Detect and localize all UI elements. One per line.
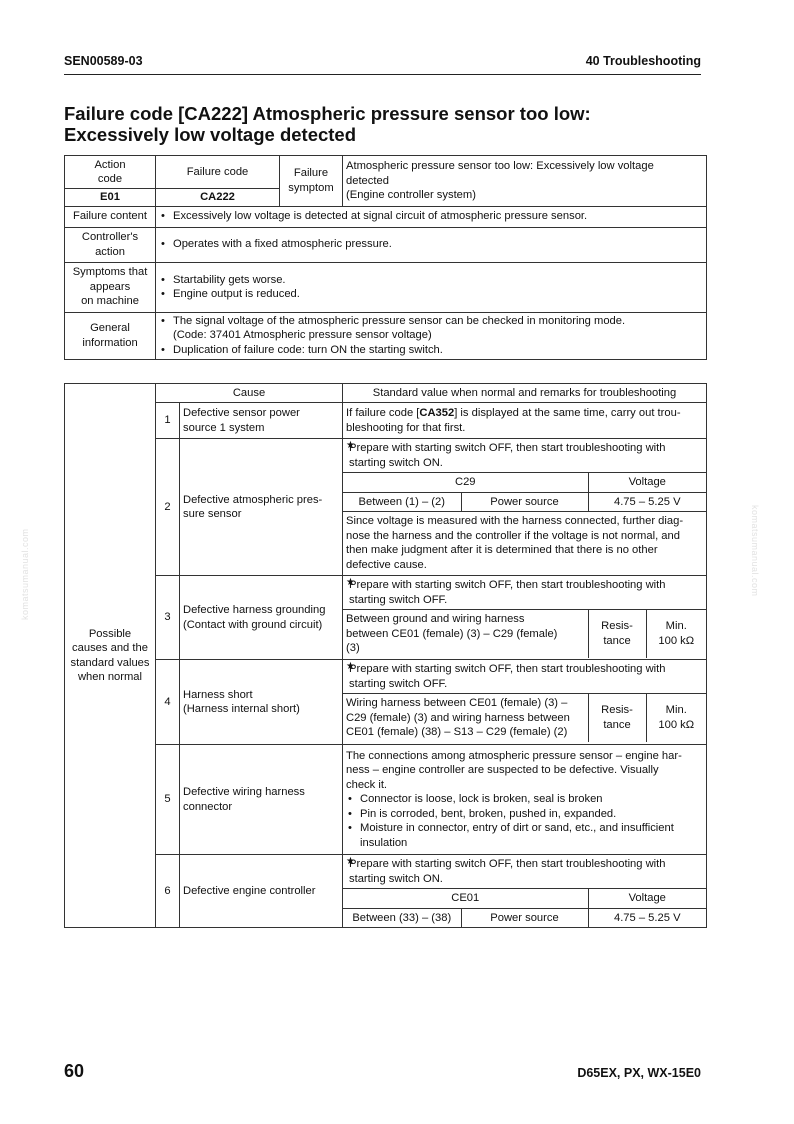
prep-note: ★ Prepare with starting switch OFF, then start troubleshooting with starting switch OFF. — [346, 576, 706, 609]
between-pins: Between (33) – (38) — [343, 908, 461, 927]
connector-label: C29 — [343, 473, 588, 493]
prep-note: ★ Prepare with starting switch OFF, then start troubleshooting with starting switch ON. — [346, 439, 706, 472]
cause-number: 1 — [156, 403, 180, 439]
between-pins: Between (1) – (2) — [343, 492, 461, 512]
remark-text: If failure code [CA352] is displayed at the same time, carry out trou- bleshooting for that first. — [343, 403, 707, 439]
resistance-label: Resis- tance — [588, 694, 646, 742]
page-number: 60 — [64, 1061, 85, 1081]
symptoms-label: Symptoms that appears on machine — [65, 262, 156, 312]
voltage-header: Voltage — [588, 889, 706, 909]
voltage-value: 4.75 – 5.25 V — [588, 908, 706, 927]
failure-content-text: • Excessively low voltage is detected at signal circuit of atmospheric pressure sensor. — [156, 206, 707, 227]
remark-block — [343, 855, 707, 928]
prep-note: ★ Prepare with starting switch OFF, then start troubleshooting with starting switch ON. — [346, 855, 706, 888]
measure-table — [343, 693, 706, 742]
cause-row — [65, 576, 707, 660]
condition: Power source — [461, 492, 588, 512]
failure-info-table — [64, 155, 707, 360]
measure-table — [343, 609, 706, 658]
cause-number: 4 — [156, 660, 180, 745]
causes-table — [64, 383, 707, 928]
failure-symptom-label: Failure symptom — [280, 156, 343, 207]
remark-block — [343, 439, 707, 576]
measure-table — [343, 888, 706, 927]
model-name: D65EX, PX, WX-15E0 — [577, 1066, 701, 1080]
cause-text: Defective harness grounding (Contact with ground circuit) — [180, 576, 343, 660]
cause-row — [65, 660, 707, 745]
title-line-1: Failure code [CA222] Atmospheric pressure sensor too low: — [64, 103, 591, 124]
resistance-value: Min. 100 kΩ — [646, 694, 706, 742]
measure-points: Wiring harness between CE01 (female) (3) – C29 (female) (3) and wiring harness between CE01 (female) (38) – S13 – C29 (female) (2) — [343, 694, 588, 742]
note-text: Since voltage is measured with the harness connected, further diag- nose the harness and the controller if the voltage is not normal, and then make judgment after it is determined that there is no other defective cause. — [343, 512, 706, 575]
cause-row — [65, 439, 707, 576]
symptoms-text: • Startability gets worse. • Engine output is reduced. — [156, 262, 707, 312]
causes-side-label: Possible causes and the standard values when normal — [65, 384, 156, 928]
resistance-value: Min. 100 kΩ — [646, 610, 706, 658]
watermark-right: komatsumanual.com — [750, 505, 760, 597]
voltage-value: 4.75 – 5.25 V — [588, 492, 706, 512]
cause-text: Defective sensor power source 1 system — [180, 403, 343, 439]
title-line-2: Excessively low voltage detected — [64, 124, 357, 145]
cause-text: Defective wiring harness connector — [180, 745, 343, 855]
controller-action-text: • Operates with a fixed atmospheric pressure. — [156, 227, 707, 262]
cause-text: Defective engine controller — [180, 855, 343, 928]
remark-block — [343, 660, 707, 745]
measure-points: Between ground and wiring harness between CE01 (female) (3) – C29 (female) (3) — [343, 610, 588, 658]
action-code-label: Action code — [65, 156, 156, 189]
cause-number: 6 — [156, 855, 180, 928]
cause-text: Defective atmospheric pres- sure sensor — [180, 439, 343, 576]
failure-symptom-text: Atmospheric pressure sensor too low: Excessively low voltage detected (Engine controller system) — [343, 156, 707, 207]
watermark-left: komatsumanual.com — [20, 528, 30, 620]
condition: Power source — [461, 908, 588, 927]
failure-content-label: Failure content — [65, 206, 156, 227]
voltage-header: Voltage — [588, 473, 706, 493]
connector-label: CE01 — [343, 889, 588, 909]
cause-number: 3 — [156, 576, 180, 660]
general-info-text: • The signal voltage of the atmospheric pressure sensor can be checked in monitoring mode. (Code: 37401 Atmospheric pressure sensor voltage) • Duplication of failure code: turn ON the starting switch. — [156, 312, 707, 359]
prep-note: ★ Prepare with starting switch OFF, then start troubleshooting with starting switch OFF. — [346, 660, 706, 693]
cause-number: 5 — [156, 745, 180, 855]
controller-action-label: Controller's action — [65, 227, 156, 262]
cause-text: Harness short (Harness internal short) — [180, 660, 343, 745]
standard-header: Standard value when normal and remarks for troubleshooting — [343, 384, 707, 403]
cause-row — [65, 745, 707, 855]
page-title — [64, 103, 704, 145]
cause-number: 2 — [156, 439, 180, 576]
remark-text: The connections among atmospheric pressure sensor – engine har- ness – engine controller are suspected to be defective. Visually check it. • Connector is loose, lock is broken, seal is broken • Pin is corroded, bent, broken, pushed in, expanded. • Moisture in connector, entry of dirt or sand, etc., and insufficient insulation — [343, 745, 707, 855]
resistance-label: Resis- tance — [588, 610, 646, 658]
remark-block — [343, 576, 707, 660]
doc-code: SEN00589-03 — [64, 54, 143, 68]
failure-code-label: Failure code — [156, 156, 280, 189]
cause-row — [65, 855, 707, 928]
header-rule — [64, 74, 701, 75]
failure-code-value: CA222 — [156, 189, 280, 207]
cause-row — [65, 403, 707, 439]
general-info-label: General information — [65, 312, 156, 359]
section-title: 40 Troubleshooting — [585, 54, 701, 68]
cause-header: Cause — [156, 384, 343, 403]
action-code-value: E01 — [65, 189, 156, 207]
measure-table — [343, 472, 706, 574]
